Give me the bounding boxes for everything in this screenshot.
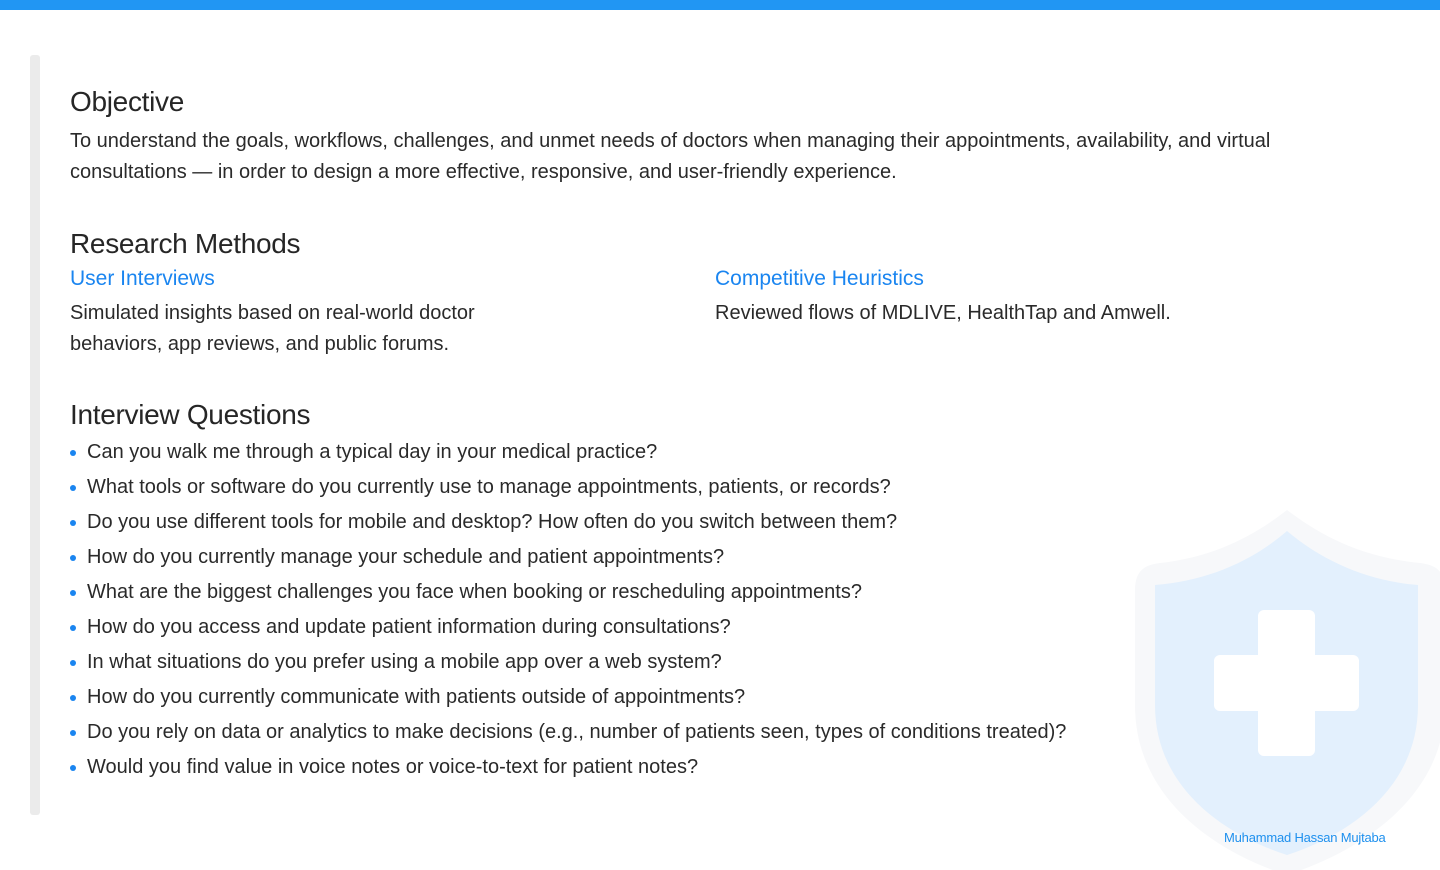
bullet-icon xyxy=(70,555,76,561)
method-title: User Interviews xyxy=(70,267,215,290)
list-item xyxy=(70,435,1360,470)
question-text: How do you currently manage your schedule and patient appointments? xyxy=(87,546,725,568)
left-vertical-rule xyxy=(30,55,40,815)
objective-text: To understand the goals, workflows, challenges, and unmet needs of doctors when managing their appointments, availability, and virtual consultations — in order to design a more effective, responsive, and user-friendly experience. xyxy=(70,130,1271,183)
questions-list xyxy=(70,435,1360,785)
methods-grid xyxy=(70,264,1360,360)
bullet-icon xyxy=(70,485,76,491)
list-item xyxy=(70,470,1360,505)
question-text: In what situations do you prefer using a mobile app over a web system? xyxy=(87,651,722,673)
bullet-icon xyxy=(70,695,76,701)
method-competitive-heuristics xyxy=(715,264,1360,360)
list-item xyxy=(70,610,1360,645)
bullet-icon xyxy=(70,590,76,596)
question-text: What are the biggest challenges you face when booking or rescheduling appointments? xyxy=(87,581,862,603)
research-plan xyxy=(70,84,1360,785)
question-text: Do you rely on data or analytics to make decisions (e.g., number of patients seen, types of conditions treated)? xyxy=(87,721,1067,743)
question-text: Would you find value in voice notes or voice-to-text for patient notes? xyxy=(87,756,699,778)
bullet-icon xyxy=(70,520,76,526)
list-item xyxy=(70,505,1360,540)
method-title: Competitive Heuristics xyxy=(715,267,924,290)
bullet-icon xyxy=(70,625,76,631)
research-methods-section xyxy=(70,226,1360,360)
author-credit: Muhammad Hassan Mujtaba xyxy=(1224,830,1386,845)
top-accent-bar xyxy=(0,0,1440,10)
list-item xyxy=(70,540,1360,575)
bullet-icon xyxy=(70,660,76,666)
list-item xyxy=(70,680,1360,715)
question-text: What tools or software do you currently use to manage appointments, patients, or records? xyxy=(87,476,891,498)
method-user-interviews xyxy=(70,264,715,360)
list-item xyxy=(70,750,1360,785)
question-text: Can you walk me through a typical day in your medical practice? xyxy=(87,441,658,463)
question-text: Do you use different tools for mobile and desktop? How often do you switch between them? xyxy=(87,511,898,533)
bullet-icon xyxy=(70,765,76,771)
list-item xyxy=(70,715,1360,750)
method-description: Reviewed flows of MDLIVE, HealthTap and Amwell. xyxy=(715,302,1171,324)
research-methods-heading: Research Methods xyxy=(70,228,301,259)
list-item xyxy=(70,575,1360,610)
list-item xyxy=(70,645,1360,680)
bullet-icon xyxy=(70,730,76,736)
method-description: Simulated insights based on real-world doctor behaviors, app reviews, and public forums. xyxy=(70,302,475,355)
interview-questions-section xyxy=(70,397,1360,785)
bullet-icon xyxy=(70,450,76,456)
objective-section xyxy=(70,84,1360,188)
question-text: How do you currently communicate with patients outside of appointments? xyxy=(87,686,746,708)
objective-heading: Objective xyxy=(70,86,185,117)
interview-questions-heading: Interview Questions xyxy=(70,399,311,430)
question-text: How do you access and update patient information during consultations? xyxy=(87,616,731,638)
